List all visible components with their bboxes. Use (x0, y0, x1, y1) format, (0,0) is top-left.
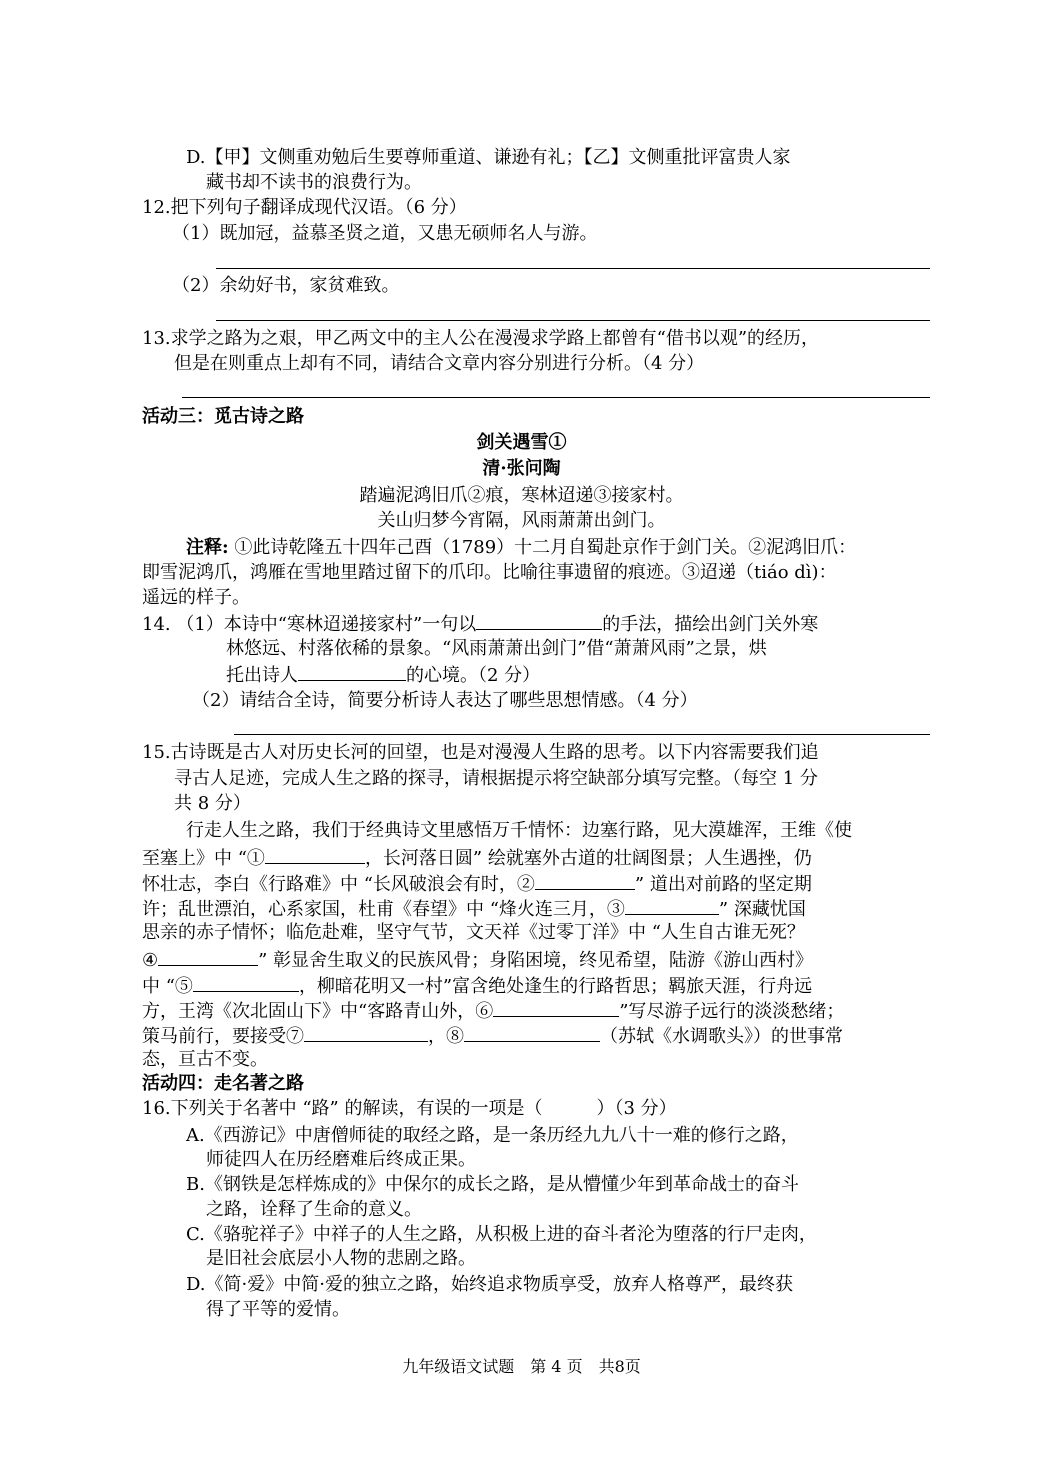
q15-para-line1: 行走人生之路，我们于经典诗文里感悟万千情怀：边塞行路，见大漠雄浑，王维《使 (186, 820, 852, 841)
note-text1: ①此诗乾隆五十四年己酉（1789）十二月自蜀赴京作于剑门关。②泥鸿旧爪： (228, 537, 857, 558)
q15-line3: 共 8 分） (174, 793, 251, 814)
note-line3: 遥远的样子。 (142, 587, 250, 608)
activity3-heading: 活动三：觅古诗之路 (142, 406, 304, 427)
q15-blank-6[interactable] (493, 998, 619, 1017)
poem-line1: 踏遍泥鸿旧爪②痕，寒林迢递③接家村。 (359, 485, 684, 506)
q16-option-a-line2: 师徒四人在历经磨难后终成正果。 (206, 1149, 476, 1170)
q15-para-line4 (142, 896, 806, 922)
q12-stem: 12.把下列句子翻译成现代汉语。（6 分） (142, 197, 467, 218)
q15-p4-b: ” 深藏忧国 (718, 899, 806, 920)
note-line1 (186, 536, 856, 560)
q15-p7-b: ，柳暗花明又一村”富含绝处逢生的行路哲思；羁旅天涯，行舟远 (298, 976, 813, 997)
q14-answer-line[interactable] (234, 734, 930, 735)
q13-line2: 但是在则重点上却有不同，请结合文章内容分别进行分析。（4 分） (174, 353, 705, 374)
note-line2: 即雪泥鸿爪，鸿雁在雪地里踏过留下的爪印。比喻往事遗留的痕迹。③迢递（tiáo dì)： (142, 562, 837, 583)
q15-p7-a: 中 “⑤ (142, 976, 193, 997)
poem-author: 清·张问陶 (482, 458, 561, 479)
q15-blank-1[interactable] (265, 845, 365, 864)
q16-option-b-line1[interactable]: B.《钢铁是怎样炼成的》中保尔的成长之路，是从懵懂少年到革命战士的奋斗 (186, 1174, 799, 1195)
q15-p6-a: ④ (142, 950, 159, 971)
q15-p2-a: 至塞上》中 “① (142, 848, 265, 869)
poem-title: 剑关遇雪① (476, 432, 567, 453)
q15-p9-b: ，⑧ (428, 1026, 464, 1047)
q11-option-d-line1: D.【甲】文侧重劝勉后生要尊师重道、谦逊有礼；【乙】文侧重批评富贵人家 (186, 147, 791, 168)
q14-line3-a: 托出诗人 (226, 665, 298, 686)
q15-p2-b: ，长河落日圆” 绘就塞外古道的壮阔图景；人生遇挫，仍 (364, 848, 812, 869)
activity4-heading: 活动四：走名著之路 (142, 1073, 304, 1094)
q13-line1: 13.求学之路为之艰，甲乙两文中的主人公在漫漫求学路上都曾有“借书以观”的经历， (142, 328, 820, 349)
q15-p8-a: 方，王湾《次北固山下》中“客路青山外，⑥ (142, 1001, 494, 1022)
q16-option-c-line1[interactable]: C.《骆驼祥子》中祥子的人生之路，从积极上进的奋斗者沦为堕落的行尸走肉， (186, 1224, 817, 1245)
q12-item2: （2）余幼好书，家贫难致。 (172, 275, 400, 296)
q16-option-c-line2: 是旧社会底层小人物的悲剧之路。 (206, 1248, 476, 1269)
q11-option-d-line2: 藏书却不读书的浪费行为。 (206, 172, 422, 193)
q14-blank2[interactable] (298, 662, 406, 681)
note-label: 注释: (186, 537, 229, 558)
q15-blank-7[interactable] (304, 1023, 428, 1042)
q16-option-b-line2: 之路，诠释了生命的意义。 (206, 1199, 422, 1220)
q15-blank-5[interactable] (193, 973, 299, 992)
q15-para-line9 (142, 1023, 843, 1049)
q13-answer-line[interactable] (182, 397, 930, 398)
q12-answer-line2[interactable] (216, 320, 930, 321)
q12-item1: （1）既加冠，益慕圣贤之道，又患无硕师名人与游。 (172, 223, 598, 244)
q15-para-line5: 思亲的赤子情怀；临危赴难，坚守气节，文天祥《过零丁洋》中 “人生自古谁无死？ (142, 922, 805, 943)
q15-para-line10: 态，亘古不变。 (142, 1049, 268, 1070)
q15-para-line7 (142, 973, 812, 999)
q15-p9-a: 策马前行，要接受⑦ (142, 1026, 304, 1047)
q16-option-a-line1[interactable]: A.《西游记》中唐僧师徒的取经之路，是一条历经九九八十一难的修行之路， (186, 1125, 799, 1146)
q15-line1: 15.古诗既是古人对历史长河的回望，也是对漫漫人生路的思考。以下内容需要我们追 (142, 742, 819, 763)
q15-blank-3[interactable] (625, 896, 719, 915)
q15-p3-a: 怀壮志，李白《行路难》中 “长风破浪会有时，② (142, 874, 535, 895)
q14-line1-a: 14. （1）本诗中“寒林迢递接家村”一句以 (142, 614, 477, 635)
q15-para-line8 (142, 998, 844, 1024)
q16-option-d-line1[interactable]: D.《简·爱》中简·爱的独立之路，始终追求物质享受，放弃人格尊严，最终获 (186, 1274, 793, 1295)
q14-line2: 林悠远、村落依稀的景象。“风雨萧萧出剑门”借“萧萧风雨”之景，烘 (226, 638, 767, 659)
q12-answer-line1[interactable] (216, 268, 930, 269)
q15-para-line2 (142, 845, 812, 871)
q15-p8-b: ”写尽游子远行的淡淡愁绪； (619, 1001, 845, 1022)
q14-line1 (142, 611, 818, 637)
q15-line2: 寻古人足迹，完成人生之路的探寻，请根据提示将空缺部分填写完整。（每空 1 分 (174, 768, 818, 789)
q15-para-line6 (142, 947, 813, 973)
q15-p9-c: （苏轼《水调歌头》）的世事常 (600, 1026, 843, 1047)
q14-line3 (226, 662, 540, 688)
q15-blank-8[interactable] (464, 1023, 600, 1042)
q14-line3-b: 的心境。（2 分） (406, 665, 541, 686)
q14-blank1[interactable] (476, 611, 602, 630)
q15-p4-a: 许；乱世漂泊，心系家国，杜甫《春望》中 “烽火连三月，③ (142, 899, 625, 920)
q14-line1-b: 的手法，描绘出剑门关外寒 (602, 614, 819, 635)
q15-blank-2[interactable] (535, 871, 635, 890)
q14-item2: （2）请结合全诗，简要分析诗人表达了哪些思想情感。（4 分） (192, 690, 698, 711)
page-footer: 九年级语文试题 第 4 页 共8页 (402, 1357, 641, 1376)
q15-p3-b: ” 道出对前路的坚定期 (634, 874, 812, 895)
q16-option-d-line2: 得了平等的爱情。 (206, 1299, 350, 1320)
q15-para-line3 (142, 871, 812, 897)
poem-line2: 关山归梦今宵隔，风雨萧萧出剑门。 (377, 510, 666, 531)
q16-stem: 16.下列关于名著中 “路” 的解读，有误的一项是（ ）（3 分） (142, 1098, 677, 1119)
q15-blank-4[interactable] (158, 947, 258, 966)
q15-p6-b: ” 彰显舍生取义的民族风骨；身陷困境，终见希望，陆游《游山西村》 (258, 950, 814, 971)
